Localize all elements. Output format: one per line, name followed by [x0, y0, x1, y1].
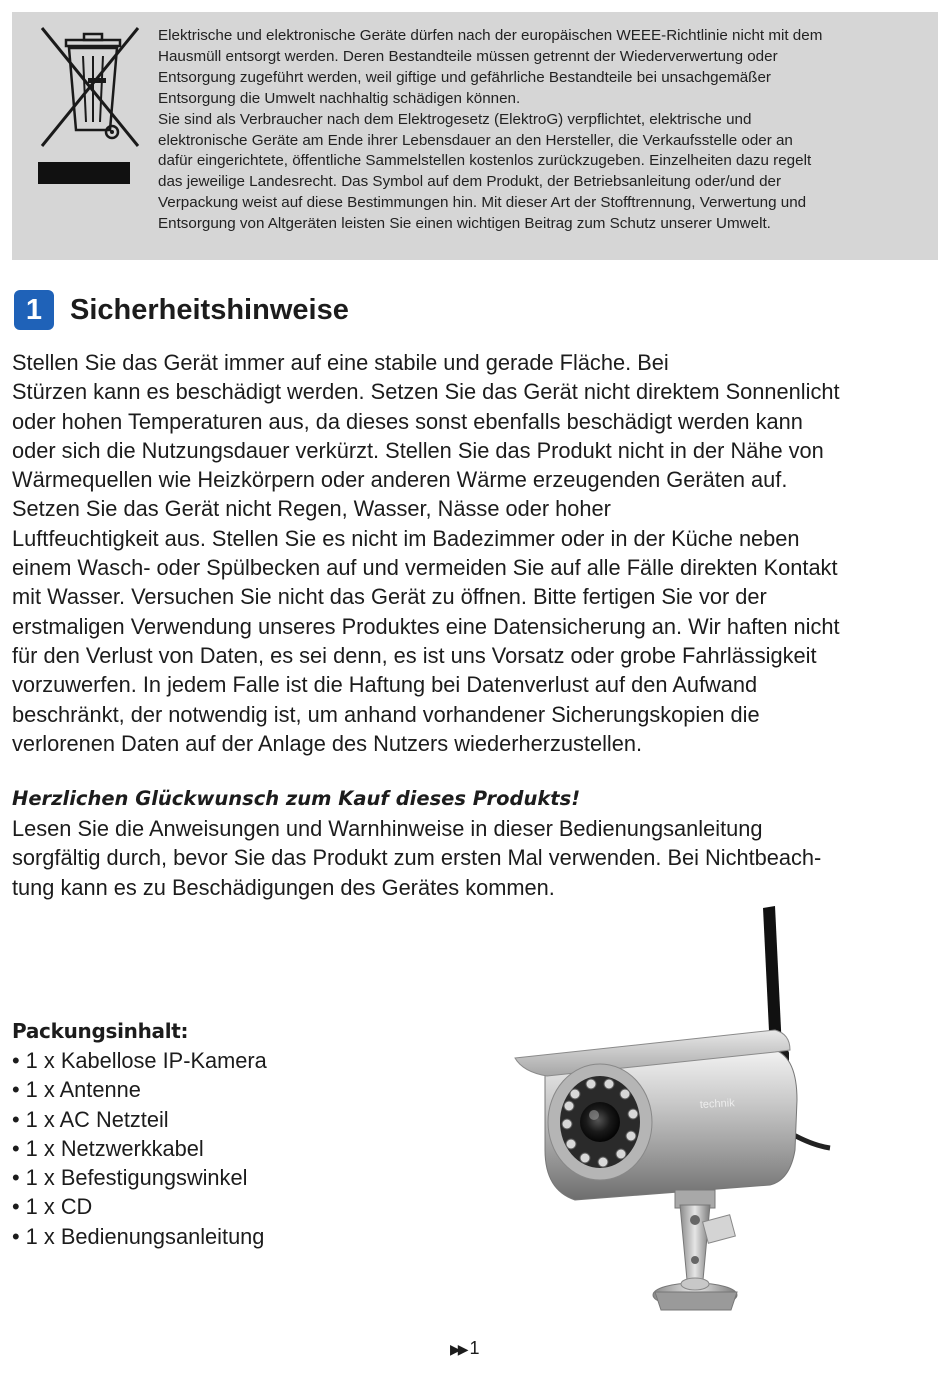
safety-line: mit Wasser. Versuchen Sie nicht das Gerät zu öffnen. Bitte fertigen Sie vor der: [12, 584, 767, 610]
package-item: • 1 x CD: [12, 1194, 93, 1220]
weee-line: Entsorgung die Umwelt nachhaltig schädigen können.: [158, 89, 521, 107]
weee-notice: [12, 12, 938, 260]
package-item: • 1 x Bedienungsanleitung: [12, 1223, 265, 1249]
package-list: [12, 1046, 267, 1251]
weee-line: Sie sind als Verbraucher nach dem Elektrogesetz (ElektroG) verpflichtet, elektrische und: [158, 110, 752, 128]
intro-line: sorgfältig durch, bevor Sie das Produkt zum ersten Mal verwenden. Bei Nichtbeach-: [12, 845, 822, 871]
package-item: • 1 x Netzwerkkabel: [12, 1135, 204, 1161]
safety-line: oder hohen Temperaturen aus, da dieses sonst ebenfalls beschädigt werden kann: [12, 408, 803, 434]
package-heading: Packungsinhalt:: [12, 1019, 189, 1043]
package-item: • 1 x AC Netzteil: [12, 1106, 169, 1132]
page-footer: [450, 1336, 480, 1361]
package-item: • 1 x Kabellose IP-Kamera: [12, 1048, 267, 1073]
safety-line: Wärmequellen wie Heizkörpern oder anderen Wärme erzeugenden Geräten auf.: [12, 467, 788, 493]
safety-line: verlorenen Daten auf der Anlage des Nutzers wiederherzustellen.: [12, 730, 643, 756]
weee-line: das jeweilige Landesrecht. Das Symbol auf dem Produkt, der Betriebsanleitung oder/und der: [158, 173, 782, 191]
ip-camera-image: [505, 900, 835, 1320]
congrats-heading: Herzlichen Glückwunsch zum Kauf dieses Produkts!: [12, 787, 581, 810]
safety-line: einem Wasch- oder Spülbecken auf und vermeiden Sie auf alle Fälle direkten Kontakt: [12, 555, 838, 581]
safety-line: für den Verlust von Daten, es sei denn, es ist uns Vorsatz oder grobe Fahrlässigkeit: [12, 642, 817, 668]
crossed-bin-icon: [38, 26, 142, 198]
safety-line: Stürzen kann es beschädigt werden. Setzen Sie das Gerät nicht direktem Sonnenlicht: [12, 379, 840, 405]
weee-text: [158, 26, 928, 235]
intro-paragraph: [12, 814, 938, 902]
safety-line: beschränkt, der notwendig ist, um anhand vorhandener Sicherungskopien die: [12, 701, 760, 727]
safety-paragraph: [12, 348, 938, 758]
weee-line: Hausmüll entsorgt werden. Deren Bestandteile müssen getrennt der Wiederverwertung oder: [158, 47, 778, 65]
weee-line: Elektrische und elektronische Geräte dürfen nach der europäischen WEEE-Richtlinie nicht mit dem: [158, 27, 823, 44]
section-number-badge: 1: [14, 290, 54, 330]
safety-line: Setzen Sie das Gerät nicht Regen, Wasser, Nässe oder hoher: [12, 496, 611, 522]
weee-line: Entsorgung zugeführt werden, weil giftige und gefährliche Bestandteile bei unsachgemäßer: [158, 68, 771, 86]
intro-line: Lesen Sie die Anweisungen und Warnhinweise in dieser Bedienungsanleitung: [12, 816, 763, 841]
weee-line: elektronische Geräte am Ende ihrer Lebensdauer an den Hersteller, die Verkaufsstelle oder an: [158, 131, 793, 149]
weee-line: Verpackung weist auf diese Bestimmungen hin. Mit dieser Art der Stofftrennung, Verwertung und: [158, 194, 807, 212]
safety-line: Luftfeuchtigkeit aus. Stellen Sie es nicht im Badezimmer oder in der Küche neben: [12, 525, 800, 551]
package-item: • 1 x Antenne: [12, 1077, 141, 1103]
weee-line: Entsorgung von Altgeräten leisten Sie einen wichtigen Beitrag zum Schutz unserer Umwelt.: [158, 215, 771, 233]
safety-line: erstmaligen Verwendung unseres Produktes eine Datensicherung an. Wir haften nicht: [12, 613, 840, 639]
weee-line: dafür eingerichtete, öffentliche Sammelstellen kostenlos zurückzugeben. Einzelheiten dazu regelt: [158, 152, 812, 170]
intro-line: tung kann es zu Beschädigungen des Gerätes kommen.: [12, 874, 555, 900]
page-number: 1: [469, 1338, 480, 1358]
next-arrows-icon: ▶▶: [450, 1341, 466, 1357]
safety-line: Stellen Sie das Gerät immer auf eine stabile und gerade Fläche. Bei: [12, 350, 669, 375]
camera-brand-label: technik: [699, 1097, 735, 1111]
section-title: Sicherheitshinweise: [70, 294, 349, 326]
package-item: • 1 x Befestigungswinkel: [12, 1165, 248, 1191]
safety-line: vorzuwerfen. In jedem Falle ist die Haftung bei Datenverlust auf den Aufwand: [12, 672, 758, 698]
safety-line: oder sich die Nutzungsdauer verkürzt. Stellen Sie das Produkt nicht in der Nähe von: [12, 437, 824, 463]
